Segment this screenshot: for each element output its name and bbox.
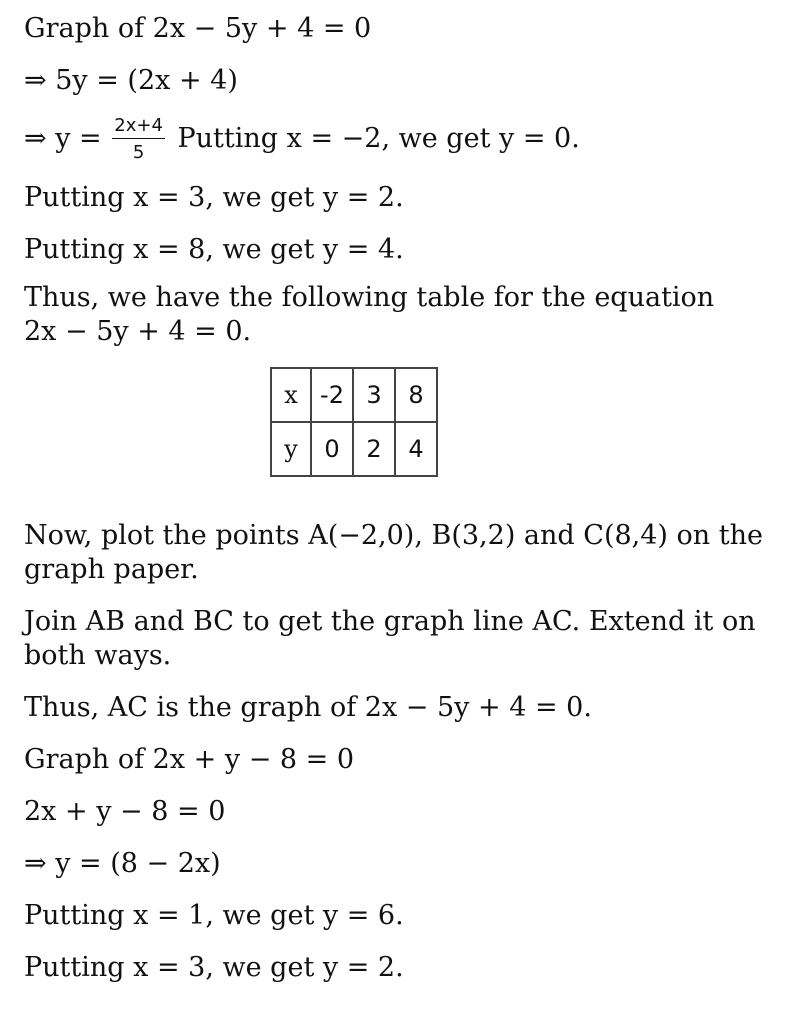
table-cell: 0: [311, 422, 353, 476]
values-table: [270, 367, 438, 477]
text-equation-second: 2x + y − 8 = 0: [24, 796, 226, 827]
text-ac-graph: Thus, AC is the graph of 2x − 5y + 4 = 0.: [24, 692, 592, 723]
text-plot-points: Now, plot the points A(−2,0), B(3,2) and C(8,4) on the graph paper.: [24, 520, 763, 585]
text-line-2: ⇒ 5y = (2x + 4): [24, 65, 238, 96]
text-line-5: Putting x = 8, we get y = 4.: [24, 234, 404, 265]
text-y-equals: ⇒ y = (8 − 2x): [24, 848, 221, 879]
fraction-suffix: Putting x = −2, we get y = 0.: [177, 123, 580, 154]
table-cell: -2: [311, 368, 353, 422]
table-cell: 8: [395, 368, 437, 422]
table-cell: 2: [353, 422, 395, 476]
table-cell-y-label: y: [271, 422, 311, 476]
document-body: [24, 12, 764, 1003]
fraction-line: [24, 116, 764, 163]
text-line-1: Graph of 2x − 5y + 4 = 0: [24, 13, 372, 44]
table-cell: 3: [353, 368, 395, 422]
fraction-denominator: 5: [132, 142, 145, 163]
text-graph-second: Graph of 2x + y − 8 = 0: [24, 744, 355, 775]
fraction: [112, 116, 165, 163]
table-row-x: [271, 368, 437, 422]
fraction-prefix: ⇒ y =: [24, 123, 102, 154]
text-line-4: Putting x = 3, we get y = 2.: [24, 182, 404, 213]
table-row-y: [271, 422, 437, 476]
text-putting-x3: Putting x = 3, we get y = 2.: [24, 952, 404, 983]
fraction-numerator: 2x+4: [112, 116, 165, 139]
table-cell: 4: [395, 422, 437, 476]
table-intro: Thus, we have the following table for the equation 2x − 5y + 4 = 0.: [24, 282, 715, 347]
text-putting-x1: Putting x = 1, we get y = 6.: [24, 900, 404, 931]
table-container: [24, 367, 764, 477]
table-cell-x-label: x: [271, 368, 311, 422]
text-join-ab-bc: Join AB and BC to get the graph line AC. Extend it on both ways.: [24, 606, 756, 671]
